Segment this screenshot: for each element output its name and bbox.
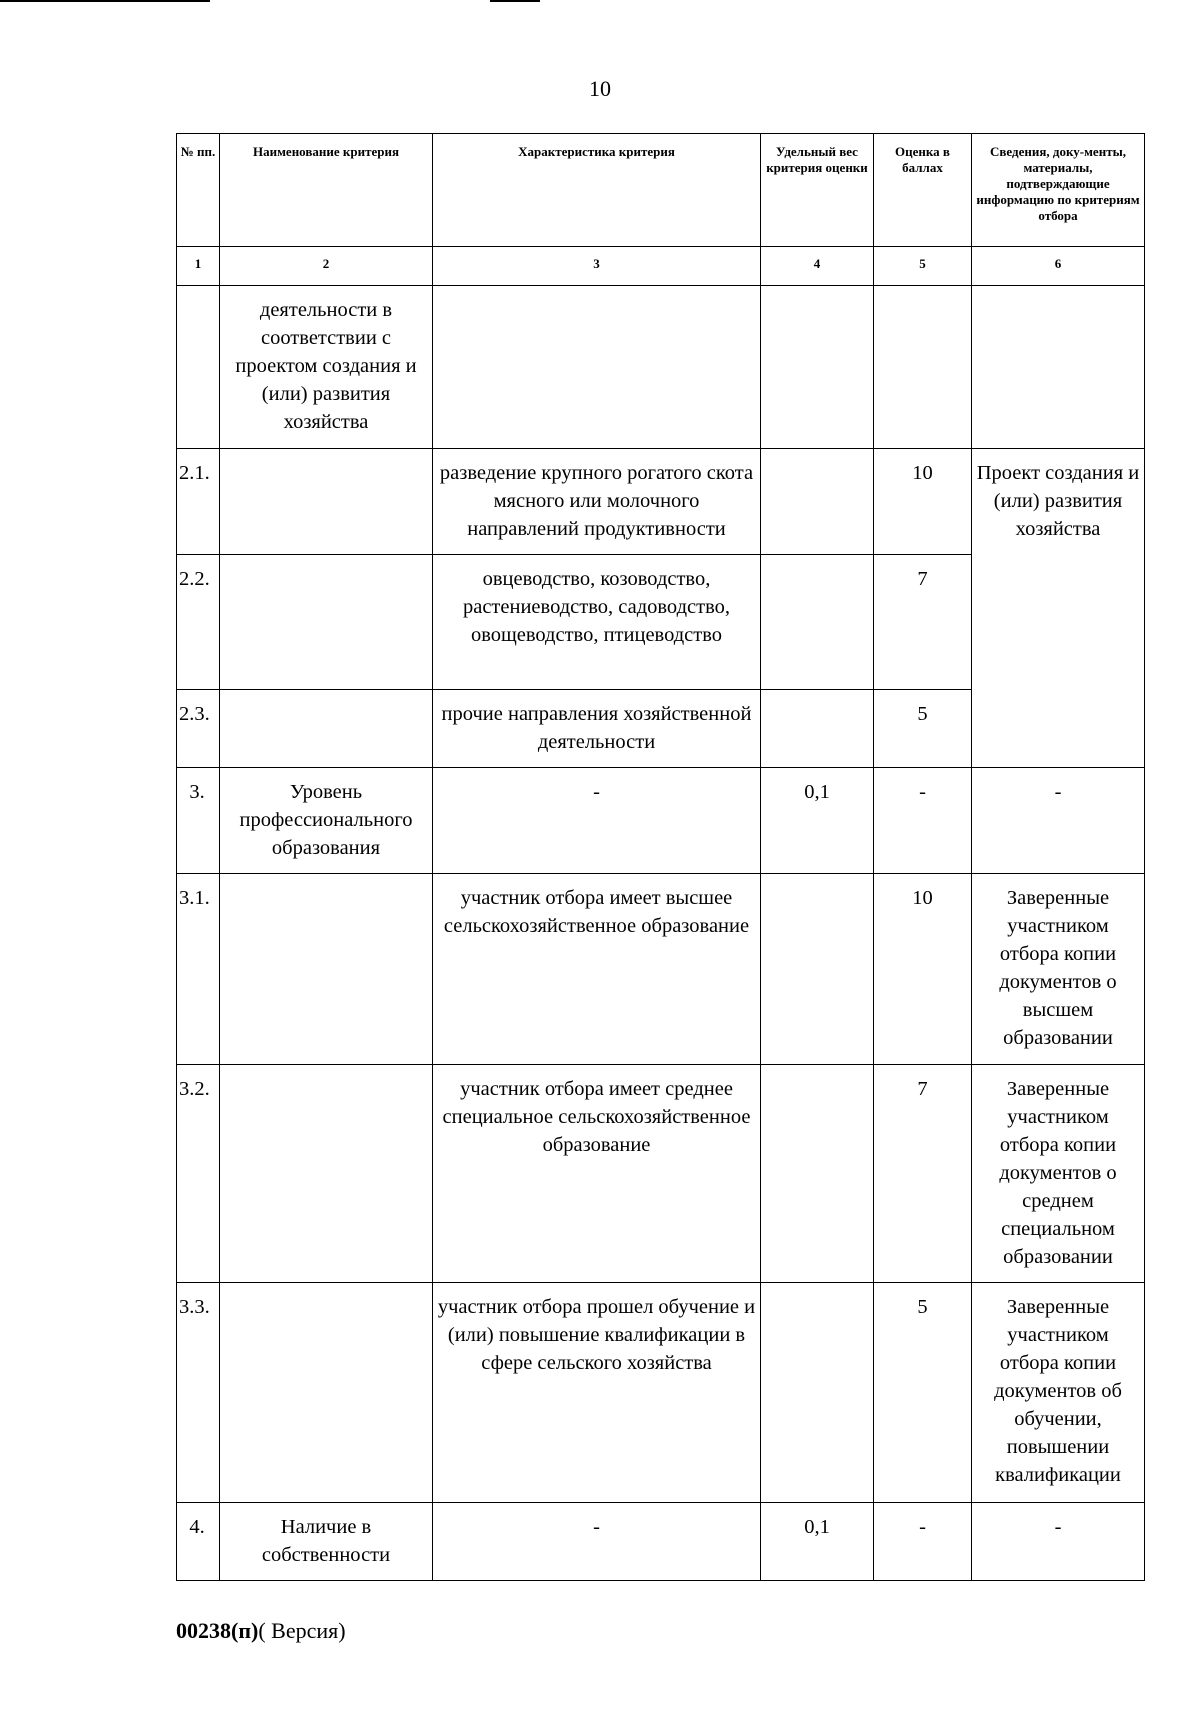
- document-footer: [176, 1618, 346, 1644]
- score-value: -: [874, 1503, 972, 1581]
- criterion-description: прочие направления хозяйственной деятельности: [433, 690, 761, 768]
- criterion-name: деятельности в соответствии с проектом создания и (или) развития хозяйства: [220, 286, 433, 449]
- criterion-description: -: [433, 1503, 761, 1581]
- criterion-description: разведение крупного рогатого скота мясного или молочного направлений продуктивности: [433, 449, 761, 555]
- supporting-documents: -: [972, 1503, 1145, 1581]
- table-row: [177, 1283, 1145, 1503]
- table-row: [177, 1503, 1145, 1581]
- column-number: 2: [220, 247, 433, 286]
- table-row: [177, 286, 1145, 449]
- row-number: 2.3.: [177, 690, 220, 768]
- criterion-description: участник отбора прошел обучение и (или) повышение квалификации в сфере сельского хозяйства: [433, 1283, 761, 1503]
- supporting-documents: Проект создания и (или) развития хозяйства: [972, 449, 1145, 768]
- table-row: [177, 874, 1145, 1065]
- row-number: 3.2.: [177, 1065, 220, 1283]
- row-number: 3.3.: [177, 1283, 220, 1503]
- criterion-description: участник отбора имеет среднее специальное сельскохозяйственное образование: [433, 1065, 761, 1283]
- header-weight: Удельный вес критерия оценки: [761, 134, 874, 247]
- column-number-row: [177, 247, 1145, 286]
- header-supporting-documents: Сведения, доку-менты, материалы, подтверждающие информацию по критериям отбора: [972, 134, 1145, 247]
- header-criterion-description: Характеристика критерия: [433, 134, 761, 247]
- row-number: 4.: [177, 1503, 220, 1581]
- row-number: 2.2.: [177, 555, 220, 690]
- criterion-description: -: [433, 768, 761, 874]
- header-criterion-name: Наименование критерия: [220, 134, 433, 247]
- column-number: 6: [972, 247, 1145, 286]
- column-number: 3: [433, 247, 761, 286]
- supporting-documents: Заверенные участником отбора копии документов о среднем специальном образовании: [972, 1065, 1145, 1283]
- scan-artifact-line: [490, 0, 540, 2]
- scan-artifact-line: [0, 0, 210, 2]
- score-value: 5: [874, 690, 972, 768]
- table-row: [177, 1065, 1145, 1283]
- supporting-documents: Заверенные участником отбора копии документов об обучении, повышении квалификации: [972, 1283, 1145, 1503]
- column-number: 4: [761, 247, 874, 286]
- score-value: 10: [874, 874, 972, 1065]
- score-value: 5: [874, 1283, 972, 1503]
- weight-value: 0,1: [761, 768, 874, 874]
- criterion-name: Уровень профессионального образования: [220, 768, 433, 874]
- page-number: 10: [589, 76, 611, 101]
- criteria-table: [176, 133, 1145, 1581]
- table-row: [177, 449, 1145, 555]
- table-header-row: [177, 134, 1145, 247]
- column-number: 5: [874, 247, 972, 286]
- table-row: [177, 768, 1145, 874]
- criterion-description: участник отбора имеет высшее сельскохозяйственное образование: [433, 874, 761, 1065]
- score-value: 7: [874, 1065, 972, 1283]
- row-number: 3.: [177, 768, 220, 874]
- document-version: ( Версия): [258, 1618, 346, 1643]
- score-value: -: [874, 768, 972, 874]
- column-number: 1: [177, 247, 220, 286]
- criterion-description: овцеводство, козоводство, растениеводство, садоводство, овощеводство, птицеводство: [433, 555, 761, 690]
- supporting-documents: -: [972, 768, 1145, 874]
- score-value: 7: [874, 555, 972, 690]
- weight-value: 0,1: [761, 1503, 874, 1581]
- header-score: Оценка в баллах: [874, 134, 972, 247]
- supporting-documents: Заверенные участником отбора копии документов о высшем образовании: [972, 874, 1145, 1065]
- row-number: 2.1.: [177, 449, 220, 555]
- header-number: № пп.: [177, 134, 220, 247]
- criterion-name: Наличие в собственности: [220, 1503, 433, 1581]
- score-value: 10: [874, 449, 972, 555]
- row-number: 3.1.: [177, 874, 220, 1065]
- document-code: 00238(п): [176, 1618, 259, 1643]
